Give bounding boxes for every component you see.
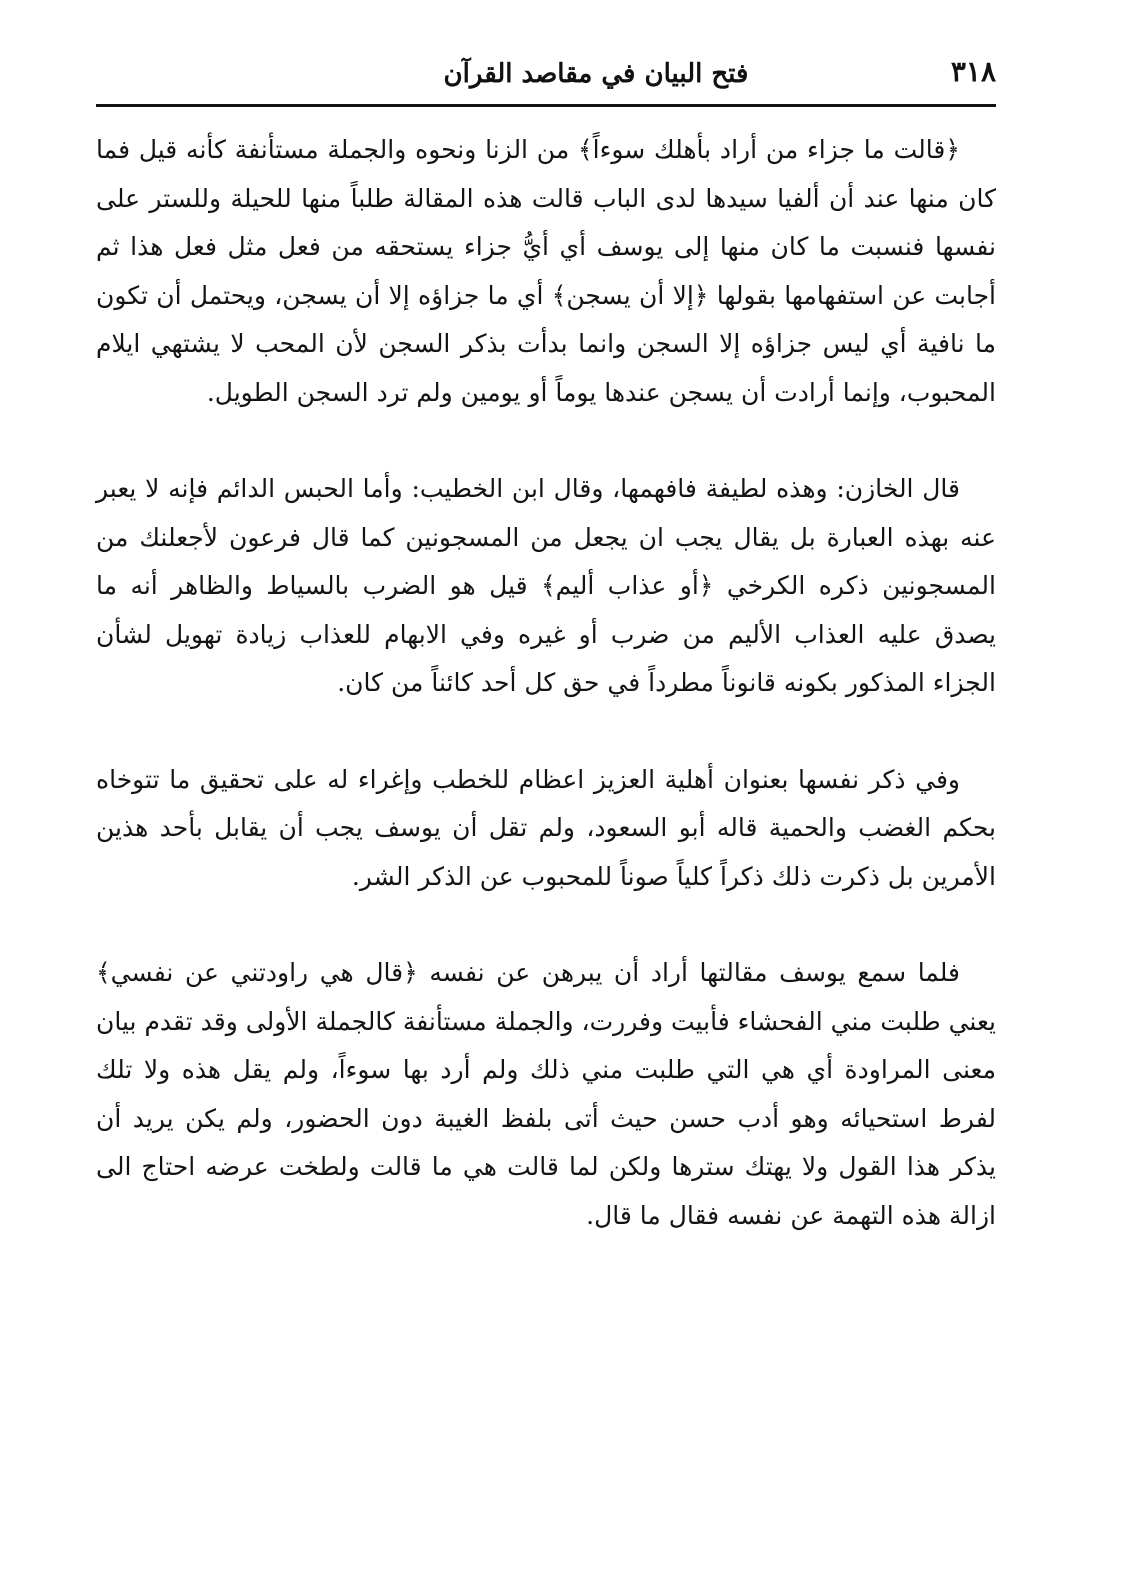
body-text (96, 126, 996, 1240)
paragraph-1: ﴿قالت ما جزاء من أراد بأهلك سوءاً﴾ من الزنا ونحوه والجملة مستأنفة كأنه قيل فما كان منها عند أن ألفيا سيدها لدى الباب قالت هذه المقالة طلباً منها للحيلة وللستر على نفسها فنسبت ما كان منها إلى يوسف أي أيُّ جزاء يستحقه من فعل مثل فعل هذا ثم أجابت عن استفهامها بقولها ﴿إلا أن يسجن﴾ أي ما جزاؤه إلا أن يسجن، ويحتمل أن تكون ما نافية أي ليس جزاؤه إلا السجن وانما بدأت بذكر السجن لأن المحب لا يشتهي ايلام المحبوب، وإنما أرادت أن يسجن عندها يوماً أو يومين ولم ترد السجن الطويل. (96, 135, 996, 407)
running-header (96, 52, 996, 104)
paragraph-4: فلما سمع يوسف مقالتها أراد أن يبرهن عن نفسه ﴿قال هي راودتني عن نفسي﴾ يعني طلبت مني الفحشاء فأبيت وفررت، والجملة مستأنفة كالجملة الأولى وقد تقدم بيان معنى المراودة أي هي التي طلبت مني ذلك ولم أرد بها سوءاً، ولم يقل هذه ولا تلك لفرط استحيائه وهو أدب حسن حيث أتى بلفظ الغيبة دون الحضور، ولم يكن يريد أن يذكر هذا القول ولا يهتك سترها ولكن لما قالت هي ما قالت ولطخت عرضه احتاج الى ازالة هذه التهمة عن نفسه فقال ما قال. (96, 958, 996, 1230)
paragraph-2: قال الخازن: وهذه لطيفة فافهمها، وقال ابن الخطيب: وأما الحبس الدائم فإنه لا يعبر عنه بهذه العبارة بل يقال يجب ان يجعل من المسجونين كما قال فرعون لأجعلنك من المسجونين ذكره الكرخي ﴿أو عذاب أليم﴾ قيل هو الضرب بالسياط والظاهر أنه ما يصدق عليه العذاب الأليم من ضرب أو غيره وفي الابهام للعذاب زيادة تهويل لشأن الجزاء المذكور بكونه قانوناً مطرداً في حق كل أحد كائناً من كان. (96, 474, 996, 697)
paragraph-3: وفي ذكر نفسها بعنوان أهلية العزيز اعظام للخطب وإغراء له على تحقيق ما تتوخاه بحكم الغضب والحمية قاله أبو السعود، ولم تقل أن يوسف يجب أن يقابل بأحد هذين الأمرين بل ذكرت ذلك ذكراً كلياً صوناً للمحبوب عن الذكر الشر. (96, 764, 996, 891)
header-rule (96, 104, 996, 107)
running-title: فتح البيان في مقاصد القرآن (443, 59, 749, 89)
page-number: ٣١٨ (950, 55, 996, 88)
